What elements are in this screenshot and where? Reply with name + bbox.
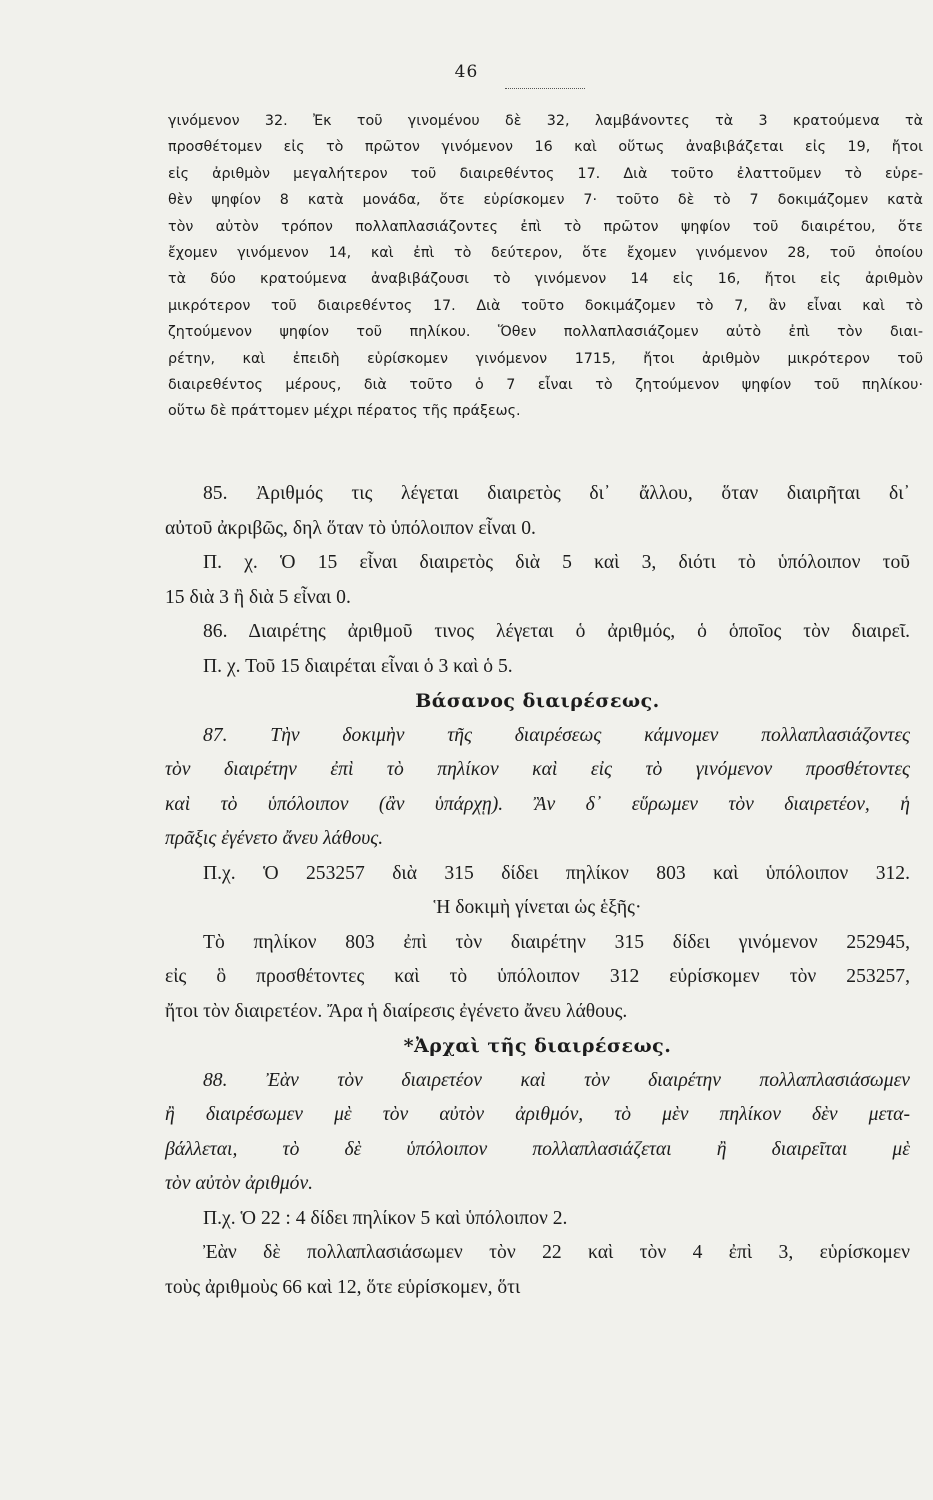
text-line: ζητούμενον ψηφίον τοῦ πηλίκου. Ὅθεν πολλαπλασιάζομεν αὐτὸ ἐπὶ τὸν διαι- bbox=[168, 324, 923, 341]
example-88-line: τοὺς ἀριθμοὺς 66 καὶ 12, ὅτε εὑρίσκομεν, ὅτι bbox=[165, 1276, 521, 1298]
example-87-line: Ἡ δοκιμὴ γίνεται ὡς ἑξῆς· bbox=[433, 897, 642, 918]
article-88-line: 88. Ἐὰν τὸν διαιρετέον καὶ τὸν διαιρέτην πολλαπλασιάσωμεν bbox=[203, 1069, 910, 1091]
text-line: ἔχομεν γινόμενον 14, καὶ ἐπὶ τὸ δεύτερον, ὅτε ἔχομεν γινόμενον 28, τοῦ ὁποίου bbox=[168, 245, 923, 262]
article-88-line: τὸν αὐτὸν ἀριθμόν. bbox=[165, 1173, 314, 1194]
page-number-rule bbox=[505, 88, 585, 89]
text-line: τὸν αὐτὸν τρόπον πολλαπλασιάζοντες ἐπὶ τὸ πρῶτον ψηφίον τοῦ διαιρέτου, ὅτε bbox=[168, 218, 923, 235]
article-88-line: ἢ διαιρέσωμεν μὲ τὸν αὐτὸν ἀριθμόν, τὸ μὲν πηλίκον δὲν μετα- bbox=[165, 1104, 910, 1125]
example-87-line: Τὸ πηλίκον 803 ἐπὶ τὸν διαιρέτην 315 δίδει γινόμενον 252945, bbox=[203, 931, 910, 953]
text-line: προσθέτομεν εἰς τὸ πρῶτον γινόμενον 16 καὶ οὕτως ἀναβιβάζεται εἰς 19, ἤτοι bbox=[168, 139, 923, 156]
article-87-line: 87. Τὴν δοκιμὴν τῆς διαιρέσεως κάμνομεν πολλαπλασιάζοντες bbox=[203, 724, 910, 746]
example-86-line: Π. χ. Τοῦ 15 διαιρέται εἶναι ὁ 3 καὶ ὁ 5. bbox=[203, 655, 513, 677]
article-86-line: 86. Διαιρέτης ἀριθμοῦ τινος λέγεται ὁ ἀριθμός, ὁ ὁποῖος τὸν διαιρεῖ. bbox=[203, 621, 910, 642]
text-line: εἰς ἀριθμὸν μεγαλήτερον τοῦ διαιρεθέντος 17. Διὰ τοῦτο ἐλαττοῦμεν τὸ εὑρε- bbox=[168, 165, 923, 182]
article-88-line: βάλλεται, τὸ δὲ ὑπόλοιπον πολλαπλασιάζεται ἢ διαιρεῖται μὲ bbox=[165, 1138, 910, 1160]
example-87-line: Π.χ. Ὁ 253257 διὰ 315 δίδει πηλίκον 803 καὶ ὑπόλοιπον 312. bbox=[203, 862, 910, 884]
article-85-line: αὐτοῦ ἀκριβῶς, δηλ ὅταν τὸ ὑπόλοιπον εἶναι 0. bbox=[165, 517, 536, 539]
text-line: θὲν ψηφίον 8 κατὰ μονάδα, ὅτε εὑρίσκομεν 7· τοῦτο δὲ τὸ 7 δοκιμάζομεν κατὰ bbox=[168, 192, 923, 209]
text-line: ρέτην, καὶ ἐπειδὴ εὑρίσκομεν γινόμενον 1715, ἤτοι ἀριθμὸν μικρότερον τοῦ bbox=[168, 350, 923, 367]
text-line: γινόμενον 32. Ἐκ τοῦ γινομένου δὲ 32, λαμβάνοντες τὰ 3 κρατούμενα τὰ bbox=[168, 113, 923, 129]
text-line: τὰ δύο κρατούμενα ἀναβιβάζουσι τὸ γινόμενον 14 εἰς 16, ἤτοι εἰς ἀριθμὸν bbox=[168, 271, 923, 288]
example-88-line: Ἐὰν δὲ πολλαπλασιάσωμεν τὸν 22 καὶ τὸν 4 ἐπὶ 3, εὑρίσκομεν bbox=[203, 1242, 910, 1263]
article-87-line: καὶ τὸ ὑπόλοιπον (ἂν ὑπάρχῃ). Ἂν δ᾽ εὕρωμεν τὸν διαιρετέον, ἡ bbox=[165, 793, 910, 815]
small-print-paragraph bbox=[168, 108, 923, 425]
article-87-line: τὸν διαιρέτην ἐπὶ τὸ πηλίκον καὶ εἰς τὸ γινόμενον προσθέτοντες bbox=[165, 759, 910, 780]
example-85-line: Π. χ. Ὁ 15 εἶναι διαιρετὸς διὰ 5 καὶ 3, διότι τὸ ὑπόλοιπον τοῦ bbox=[203, 552, 910, 573]
article-87-line: πρᾶξις ἐγένετο ἄνευ λάθους. bbox=[165, 828, 384, 849]
section-heading-principles-of-division: *Ἀρχαὶ τῆς διαιρέσεως. bbox=[403, 1035, 672, 1057]
text-line: οὕτω δὲ πράττομεν μέχρι πέρατος τῆς πράξεως. bbox=[168, 403, 521, 420]
main-text bbox=[165, 477, 910, 1305]
text-line: διαιρεθέντος μέρους, διὰ τοῦτο ὁ 7 εἶναι τὸ ζητούμενον ψηφίον τοῦ πηλίκου· bbox=[168, 377, 923, 394]
text-line: μικρότερον τοῦ διαιρεθέντος 17. Διὰ τοῦτο δοκιμάζομεν τὸ 7, ἂν εἶναι καὶ τὸ bbox=[168, 297, 923, 314]
example-88-line: Π.χ. Ὁ 22 : 4 δίδει πηλίκον 5 καὶ ὑπόλοιπον 2. bbox=[203, 1207, 568, 1229]
article-85-line: 85. Ἀριθμός τις λέγεται διαιρετὸς δι᾽ ἄλλου, ὅταν διαιρῆται δι᾽ bbox=[203, 483, 910, 504]
example-87-line: εἰς ὃ προσθέτοντες καὶ τὸ ὑπόλοιπον 312 εὑρίσκομεν τὸν 253257, bbox=[165, 966, 910, 987]
example-87-line: ἤτοι τὸν διαιρετέον. Ἄρα ἡ διαίρεσις ἐγένετο ἄνευ λάθους. bbox=[165, 1000, 628, 1022]
example-85-line: 15 διὰ 3 ἢ διὰ 5 εἶναι 0. bbox=[165, 586, 351, 608]
section-heading-test-of-division: Βάσανος διαιρέσεως. bbox=[415, 690, 660, 712]
page-number: 46 bbox=[454, 62, 479, 82]
